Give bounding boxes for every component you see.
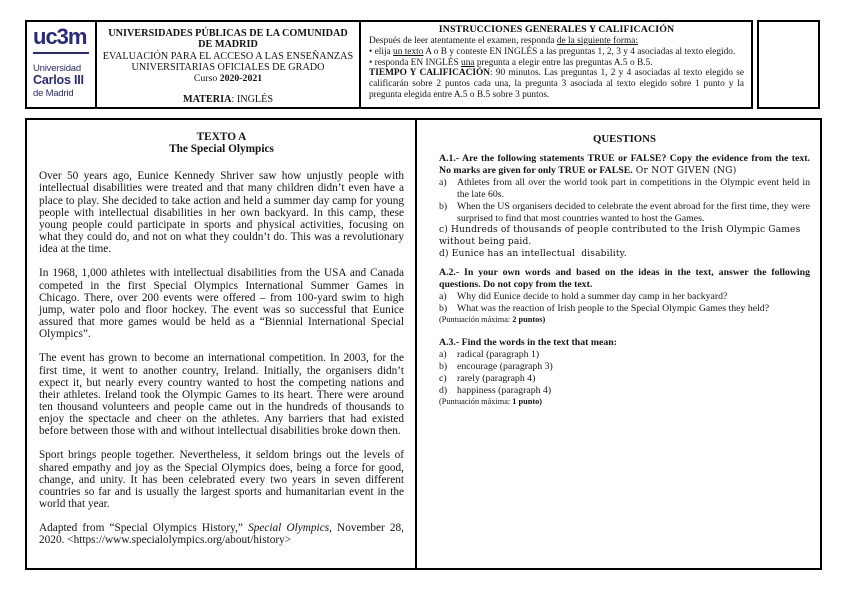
question-a3-item-a: a) radical (paragraph 1) xyxy=(439,349,540,361)
reading-title: The Special Olympics xyxy=(169,143,274,156)
question-a3-score: (Puntuación máxima: 1 punto) xyxy=(439,397,543,407)
uc3m-logo xyxy=(25,20,97,109)
exam-title-block xyxy=(95,20,361,109)
question-a1-item-b: b) When the US organisers decided to celebrate the event abroad for the first time, they were surprised to find that most countries wanted to host the Games. xyxy=(439,201,810,224)
question-a2-item-b: b) What was the reaction of Irish people to the Special Olympic Games they held? xyxy=(439,303,770,315)
subject-line: MATERIA: INGLÉS xyxy=(182,94,274,106)
reading-paragraph-3: The event has grown to become an international competition. In 2003, for the first time, it went to another country, Ireland. Initially, the organisers didn’t expect it, but nearly every country wanted to host the competing nations and their athletes. Ireland took the Olympic Games to its heart. There were around ten thousand volunteers and people came out in the hundreds of thousands to enjoy the spectacle and cheer on the athletes. Any barriers that had existed before between those with and without intellectual disabilities broke down then. xyxy=(39,352,404,438)
questions-title: QUESTIONS xyxy=(592,133,656,145)
question-a3-item-d: d) happiness (paragraph 4) xyxy=(439,385,552,397)
spacer xyxy=(439,260,810,267)
question-a1-item-a: a) Athletes from all over the world took part in competitions in the Olympic event held in the late 60s. xyxy=(439,177,810,200)
reading-paragraph-2: In 1968, 1,000 athletes with intellectual disabilities from the USA and Canada competed in the first Special Olympics International Summer Games in Chicago. There, over 200 events were offered – from 100-yard swim to high jump, water polo and floor hockey. The event was so successful that Eunice assured that more games would be held as a “Biennial International Special Olympics”. xyxy=(39,267,404,341)
not-given-note: Or NOT GIVEN (NG) xyxy=(632,165,737,176)
spacer xyxy=(439,325,810,337)
question-a3-item-c: c) rarely (paragraph 4) xyxy=(439,373,536,385)
instructions-bullet-2: • responda EN INGLÉS una pregunta a elegir entre las preguntas A.5 o B.5. xyxy=(369,57,653,68)
logo-carlos-iii-text: Carlos III xyxy=(33,73,84,88)
texto-a-label: TEXTO A xyxy=(196,131,247,143)
source-citation: Adapted from “Special Olympics History,” Special Olympics, November 28, 2020. <https://www.specialolympics.org/about/history> xyxy=(39,522,404,547)
evaluation-subtitle-line1: EVALUACIÓN PARA EL ACCESO A LAS ENSEÑANZAS xyxy=(102,50,354,62)
evaluation-subtitle-line2: UNIVERSITARIAS OFICIALES DE GRADO xyxy=(131,61,325,73)
logo-divider-line xyxy=(33,52,89,54)
logo-universidad-text: Universidad xyxy=(33,63,81,74)
uc3m-logo-wordmark: uc3m xyxy=(33,24,87,49)
course-year: Curso 2020-2021 xyxy=(193,73,263,85)
instructions-intro: Después de leer atentamente el examen, responda de la siguiente forma: xyxy=(369,35,639,46)
grade-box xyxy=(757,20,820,109)
question-a1-item-c: c) Hundreds of thousands of people contributed to the Irish Olympic Games without being paid. xyxy=(439,225,801,247)
universities-title-line2: DE MADRID xyxy=(198,39,258,51)
questions-column xyxy=(417,120,820,568)
exam-body xyxy=(25,118,822,570)
question-a1-heading: A.1.- Are the following statements TRUE or FALSE? Copy the evidence from the text. No marks are given for only TRUE or FALSE. Or NOT GIVEN (NG) xyxy=(439,153,810,176)
instructions-bullet-1: • elija un texto A o B y conteste EN INGLÉS a las preguntas 1, 2, 3 y 4 asociadas al texto elegido. xyxy=(369,46,736,57)
question-a2-item-a: a) Why did Eunice decide to hold a summer day camp in her backyard? xyxy=(439,291,728,303)
logo-de-madrid-text: de Madrid xyxy=(33,87,74,99)
reading-text-column xyxy=(27,120,417,568)
instructions-title: INSTRUCCIONES GENERALES Y CALIFICACIÓN xyxy=(438,24,675,35)
question-a2-score: (Puntuación máxima: 2 puntos) xyxy=(439,315,546,325)
general-instructions xyxy=(359,20,753,109)
universities-title-line1: UNIVERSIDADES PÚBLICAS DE LA COMUNIDAD xyxy=(108,28,348,39)
question-a3-item-b: b) encourage (paragraph 3) xyxy=(439,361,553,373)
question-a3-heading: A.3.- Find the words in the text that mean: xyxy=(439,337,617,349)
question-a2-heading: A.2.- In your own words and based on the ideas in the text, answer the following questions. Do not copy from the text. xyxy=(439,267,810,291)
question-a1-item-d: d) Eunice has an intellectual disability. xyxy=(439,248,627,259)
exam-header xyxy=(25,20,822,109)
reading-paragraph-1: Over 50 years ago, Eunice Kennedy Shriver saw how unjustly people with intellectual disabilities were treated and that many children didn’t even have a place to play. She decided to take action and held a summer day camp for young people with intellectual disabilities in her own backyard. In this camp, these young people could participate in sports and physical activities, focusing on what they could do, and not on what they couldn’t do. This was a revolutionary idea at the time. xyxy=(39,170,404,256)
reading-paragraph-4: Sport brings people together. Nevertheless, it seldom brings out the levels of shared empathy and joy as the Special Olympics does, being a force for good, change, and unity. It has been celebrated every two years in seven different countries so far and is usually the largest sports and humanitarian event in the world that year. xyxy=(39,449,404,511)
instructions-time-grading: TIEMPO Y CALIFICACIÓN: 90 minutos. Las preguntas 1, 2 y 4 asociadas al texto elegido se calificarán sobre 2 puntos cada una, la pregunta 3 asociada al texto elegido sobre 1 punto y la pregunta elegida entre A.5 o B.5 sobre 3 puntos. xyxy=(369,68,744,101)
